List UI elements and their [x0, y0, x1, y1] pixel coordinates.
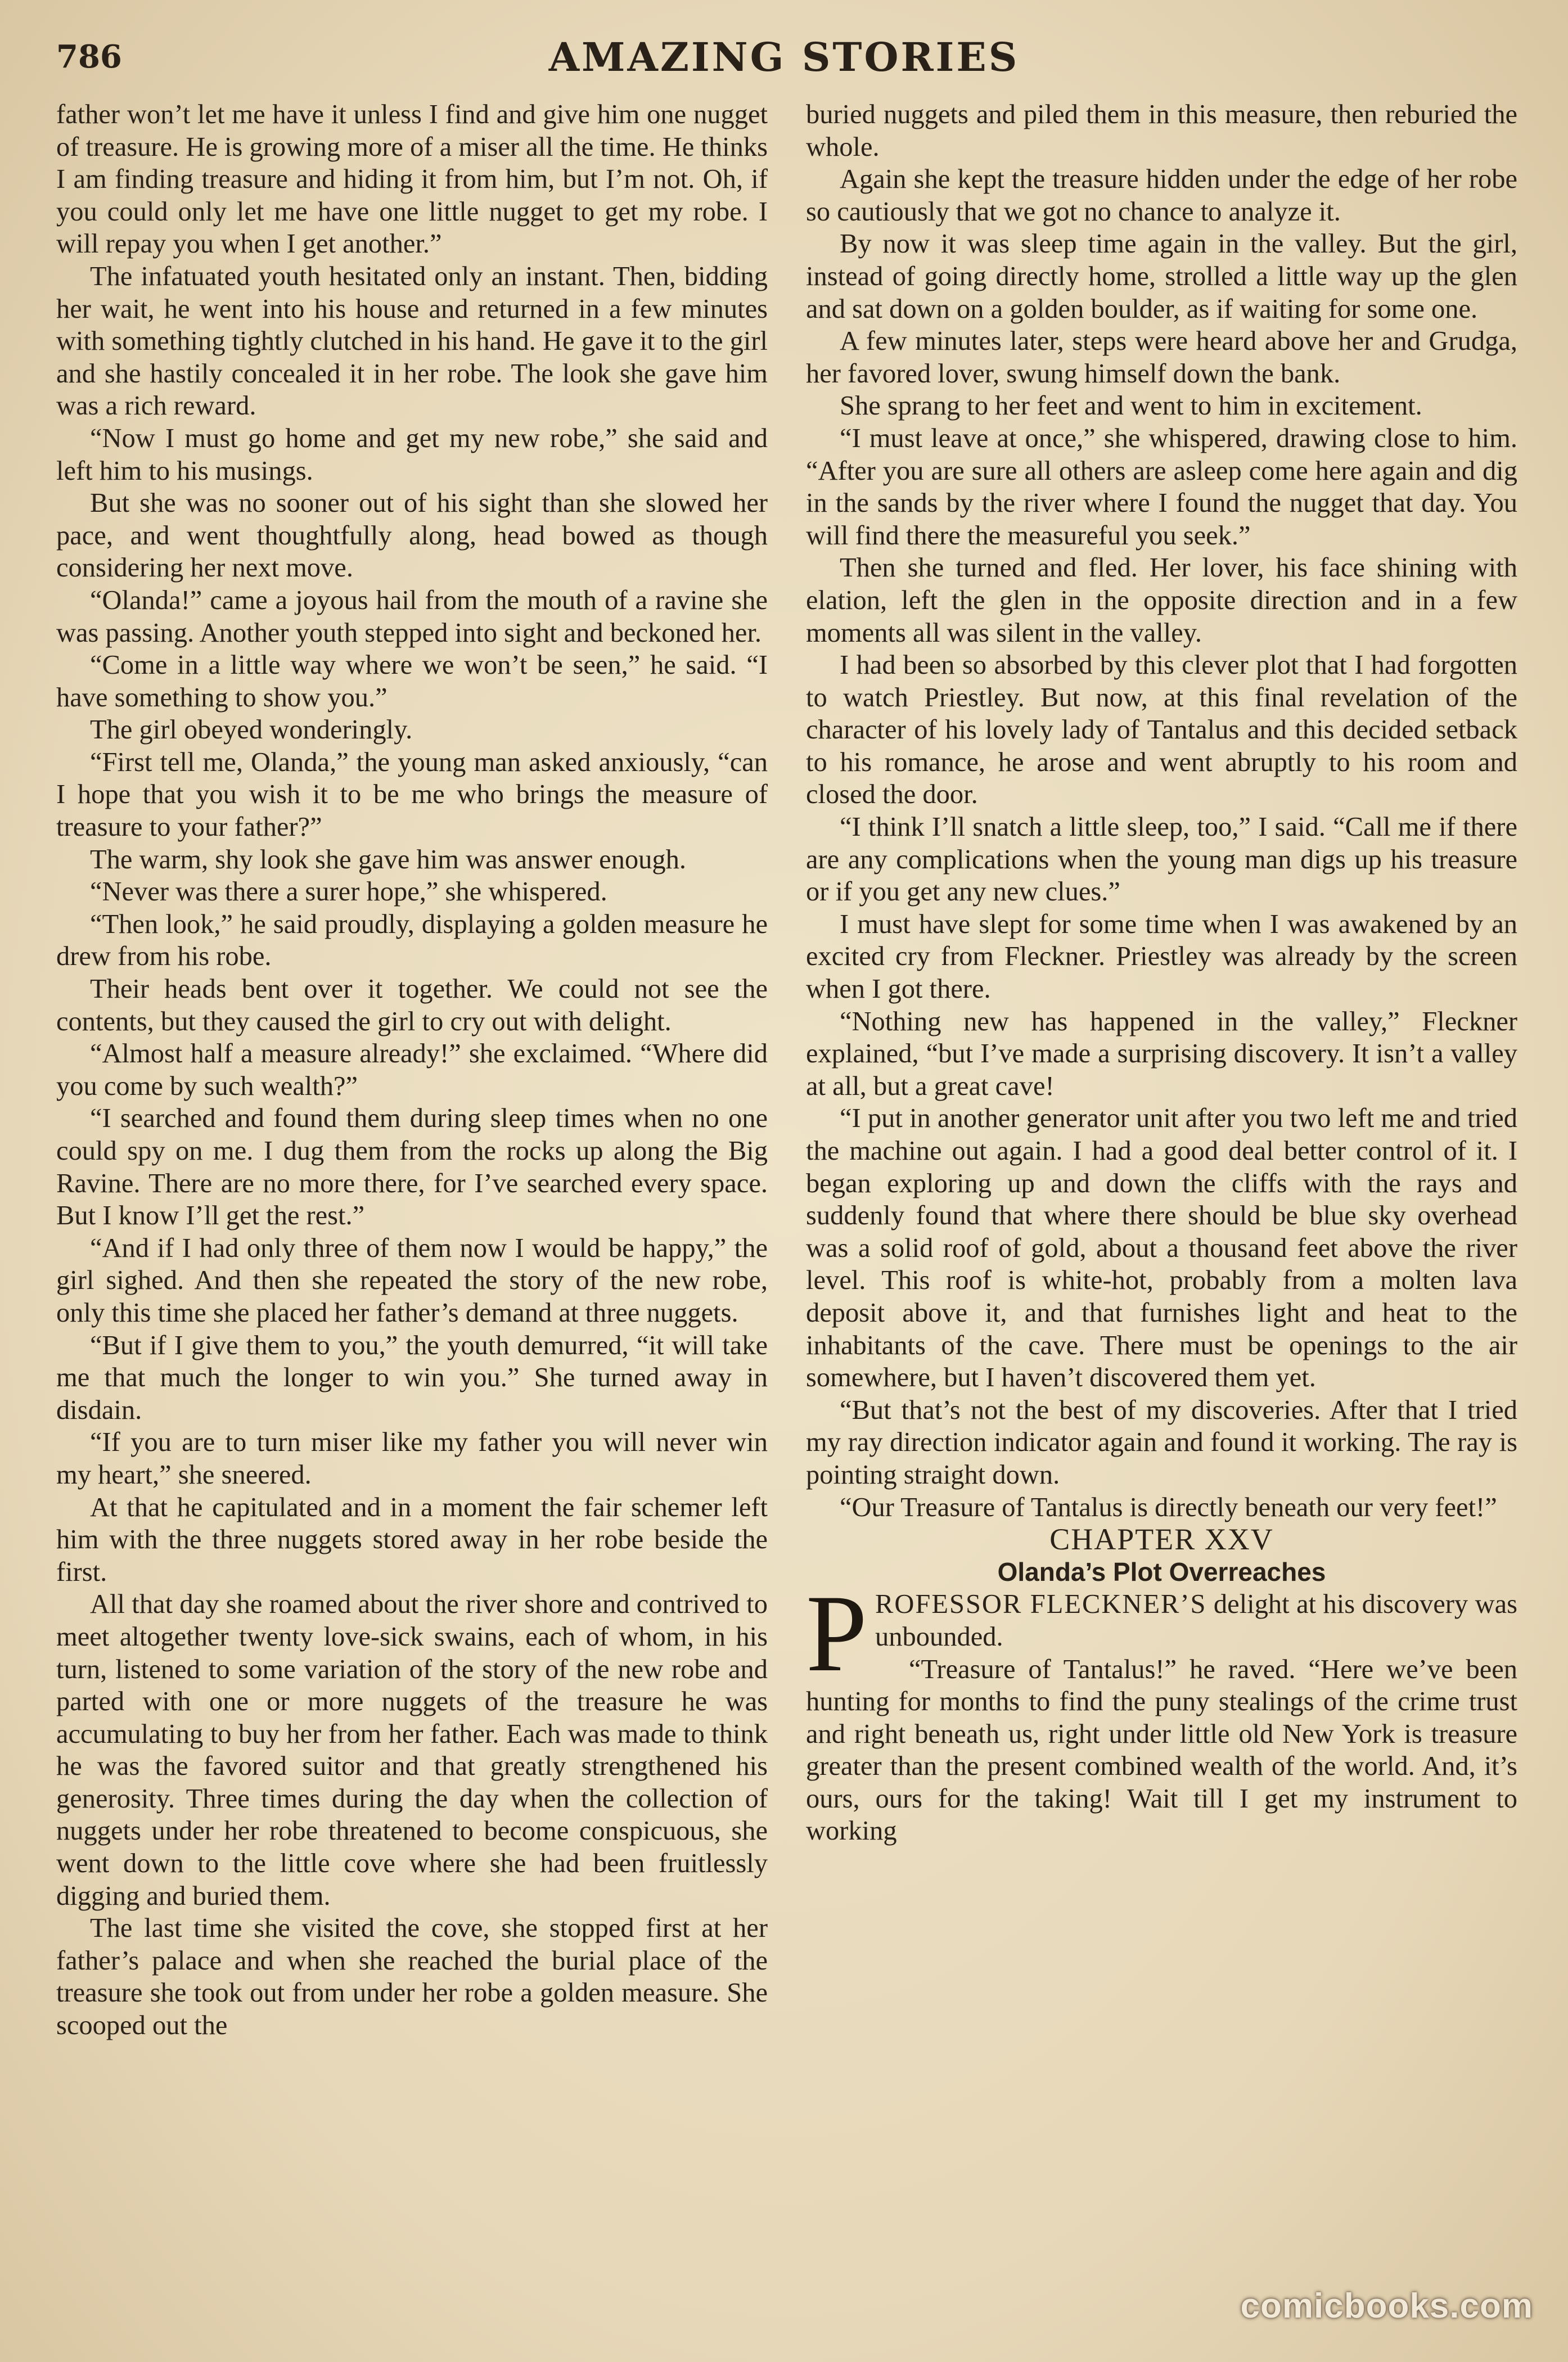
paragraph: The girl obeyed wonderingly. [90, 715, 413, 745]
paragraph: “I put in another generator unit after you two left me and tried the machine out again. I had a good deal better control of it. I began exploring up and down the cliffs with the rays and suddenly found that where there should be blue sky overhead was a solid roof of gold, about a thousand feet above the river level. This roof is white-hot, probably from a molten lava deposit above it, and that furnishes light and heat to the inhabitants of the cave. There must be openings to the air somewhere, but I haven’t discovered them yet. [806, 1103, 1517, 1393]
paragraph: “Come in a little way where we won’t be seen,” he said. “I have something to show you.” [56, 650, 768, 713]
page-number: 786 [56, 38, 122, 75]
paragraph: By now it was sleep time again in the valley. But the girl, instead of going directly home, strolled a little way up the glen and sat down on a golden boulder, as if waiting for some one. [806, 229, 1517, 324]
paragraph: The last time she visited the cove, she stopped first at her father’s palace and when she reached the burial place of the treasure she took out from under her robe a golden measure. She scooped out the [56, 1913, 768, 2041]
paragraph: “If you are to turn miser like my father you will never win my heart,” she sneered. [56, 1427, 768, 1490]
paragraph: buried nuggets and piled them in this measure, then reburied the whole. [806, 100, 1517, 162]
paragraph: “Treasure of Tantalus!” he raved. “Here we’ve been hunting for months to find the puny stealings of the crime trust and right beneath us, right under little old New York is treasure greater than the present combined wealth of the world. And, it’s ours, ours for the taking! Wait till I get my instrument to working [806, 1654, 1517, 1846]
page-header [56, 34, 1512, 87]
paragraph: “Olanda!” came a joyous hail from the mouth of a ravine she was passing. Another youth stepped into sight and beckoned her. [56, 585, 768, 648]
paragraph: The warm, shy look she gave him was answer enough. [90, 844, 687, 875]
paragraph: I had been so absorbed by this clever plot that I had forgotten to watch Priestley. But now, at this final revelation of the character of his lovely lady of Tantalus and this decided setback to his romance, he arose and went abruptly to his room and closed the door. [806, 650, 1517, 810]
paragraph: “Now I must go home and get my new robe,” she said and left him to his musings. [56, 423, 768, 486]
paragraph: “Our Treasure of Tantalus is directly beneath our very feet!” [840, 1492, 1497, 1522]
paragraph: All that day she roamed about the river shore and contrived to meet altogether twenty love-sick swains, each of whom, in his turn, listened to some variation of the story of the new robe and parted with one or more nuggets of the treasure he was accumulating to buy her from her father. Each was made to think he was the favored suitor and that greatly strengthened his generosity. Three times during the day when the collection of nuggets under her robe threatened to become conspicuous, she went down to the little cove where she had been fruitlessly digging and buried them. [56, 1589, 768, 1911]
paragraph: “I must leave at once,” she whispered, drawing close to him. “After you are sure all others are asleep come here again and dig in the sands by the river where I found the nugget that day. You will find there the measureful you seek.” [806, 423, 1517, 551]
paragraph: “Never was there a surer hope,” she whispered. [90, 877, 607, 907]
paragraph: “But that’s not the best of my discoveries. After that I tried my ray direction indicator again and found it working. The ray is pointing straight down. [806, 1395, 1517, 1490]
paragraph: “I searched and found them during sleep times when no one could spy on me. I dug them from the rocks up along the Big Ravine. There are no more there, for I’ve searched every space. But I know I’ll get the rest.” [56, 1103, 768, 1231]
paragraph: father won’t let me have it unless I find and give him one nugget of treasure. He is growing more of a miser all the time. He thinks I am finding treasure and hiding it from him, but I’m not. Oh, if you could only let me have one little nugget to get my robe. I will repay you when I get another.” [56, 100, 768, 259]
paragraph: A few minutes later, steps were heard above her and Grudga, her favored lover, swung himself down the bank. [806, 326, 1517, 389]
paragraph: At that he capitulated and in a moment the fair schemer left him with the three nuggets stored away in her robe beside the first. [56, 1492, 768, 1587]
paragraph: Again she kept the treasure hidden under the edge of her robe so cautiously that we got no chance to analyze it. [806, 164, 1517, 227]
paragraph: “Then look,” he said proudly, displaying a golden measure he drew from his robe. [56, 909, 768, 972]
left-column [56, 98, 768, 2042]
paragraph: Then she turned and fled. Her lover, his face shining with elation, left the glen in the opposite direction and in a few moments all was silent in the valley. [806, 553, 1517, 648]
chapter-title: CHAPTER XXV [1049, 1522, 1274, 1557]
drop-cap: P [806, 1572, 868, 1695]
chapter-subtitle: Olanda’s Plot Overreaches [997, 1557, 1326, 1586]
paragraph: Their heads bent over it together. We could not see the contents, but they caused the girl to cry out with delight. [56, 974, 768, 1036]
paragraph: “I think I’ll snatch a little sleep, too,” I said. “Call me if there are any complications when the young man digs up his treasure or if you get any new clues.” [806, 812, 1517, 907]
right-column [806, 98, 1517, 1847]
paragraph: The infatuated youth hesitated only an instant. Then, bidding her wait, he went into his house and returned in a few minutes with something tightly clutched in his hand. He gave it to the girl and she hastily concealed it in her robe. The look she gave him was a rich reward. [56, 261, 768, 421]
paragraph: I must have slept for some time when I was awakened by an excited cry from Fleckner. Priestley was already by the screen when I got there. [806, 909, 1517, 1004]
paragraph: “Nothing new has happened in the valley,” Fleckner explained, “but I’ve made a surprising discovery. It isn’t a valley at all, but a great cave! [806, 1006, 1517, 1101]
paragraph: But she was no sooner out of his sight than she slowed her pace, and went thoughtfully along, head bowed as though considering her next move. [56, 488, 768, 583]
watermark-logo: comicbooks.com [1240, 2287, 1533, 2325]
running-title: AMAZING STORIES [548, 34, 1020, 80]
paragraph: “But if I give them to you,” the youth demurred, “it will take me that much the longer to win you.” She turned away in disdain. [56, 1330, 768, 1425]
opening-text: delight at his discovery was unbounded. [875, 1589, 1517, 1652]
chapter-opening-paragraph [806, 1572, 1517, 1695]
paragraph: She sprang to her feet and went to him in excitement. [840, 391, 1422, 421]
paragraph: “And if I had only three of them now I would be happy,” the girl sighed. And then she repeated the story of the new robe, only this time she placed her father’s demand at three nuggets. [56, 1233, 768, 1328]
paragraph: “Almost half a measure already!” she exclaimed. “Where did you come by such wealth?” [56, 1039, 768, 1101]
opening-small-caps: ROFESSOR FLECKNER’S [875, 1589, 1207, 1620]
paragraph: “First tell me, Olanda,” the young man asked anxiously, “can I hope that you wish it to be me who brings the measure of treasure to your father?” [56, 747, 768, 842]
